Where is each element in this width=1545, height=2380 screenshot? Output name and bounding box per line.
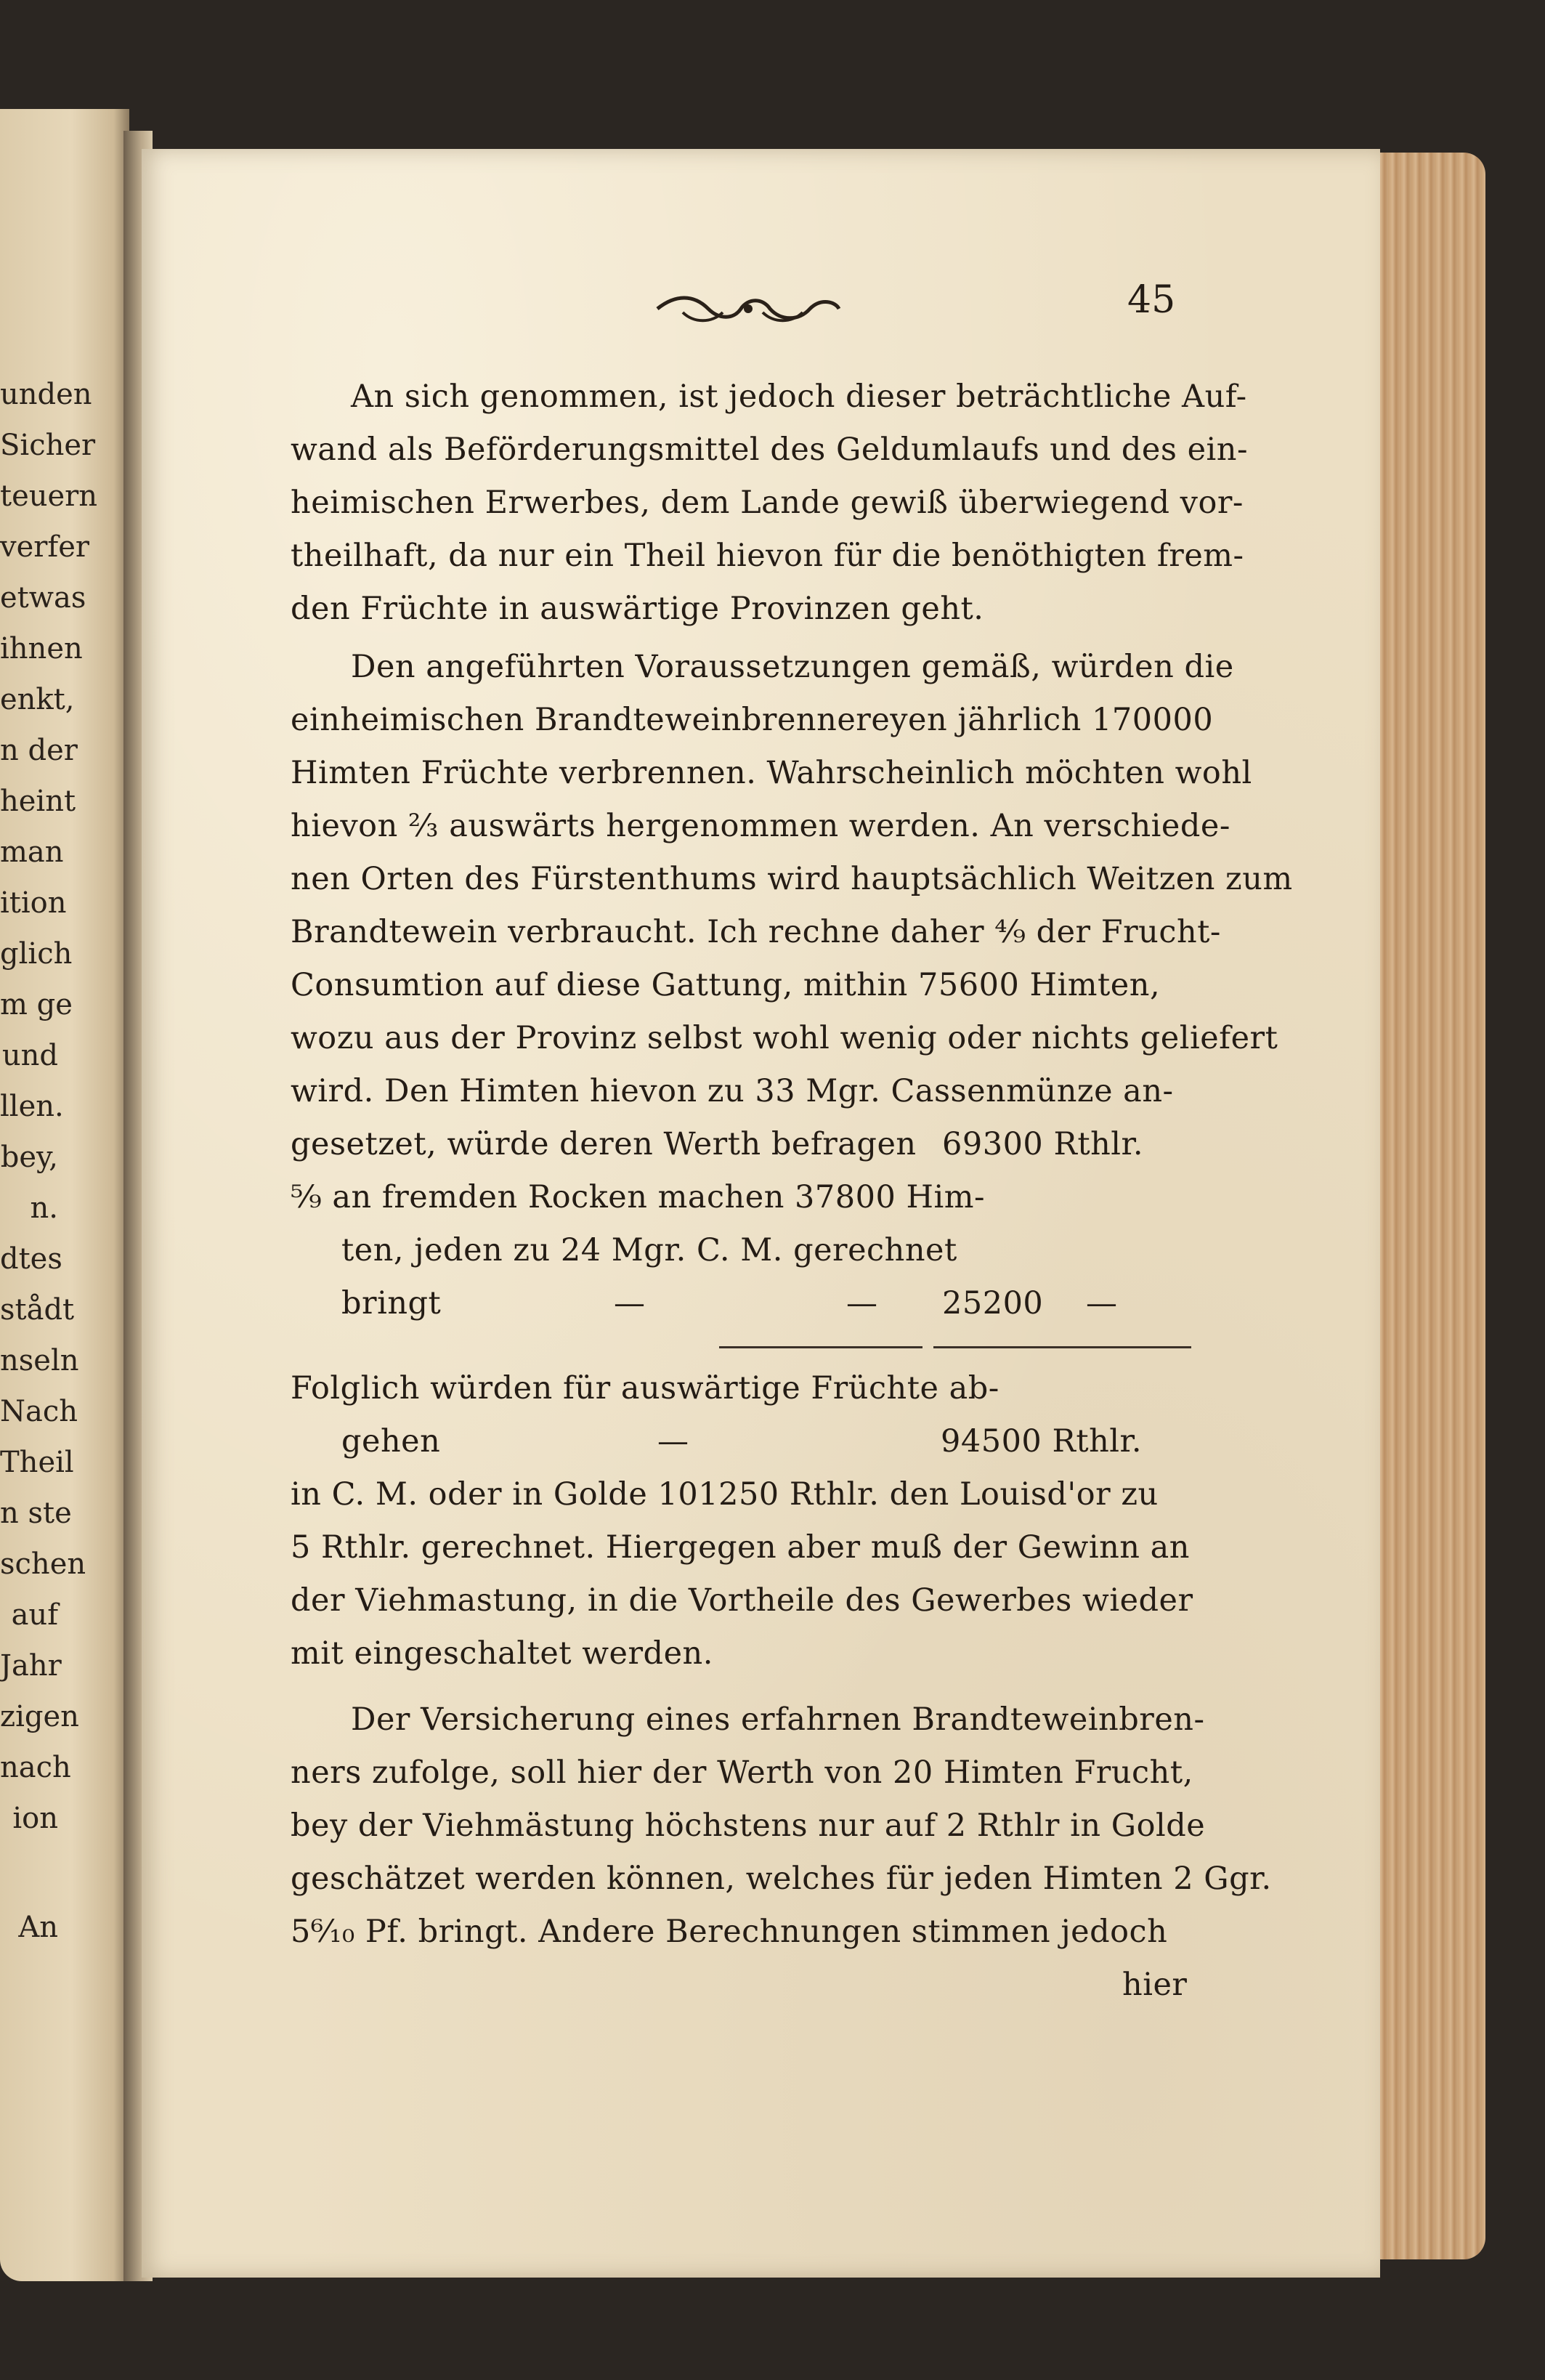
left-text-fragment: llen. — [0, 1090, 64, 1123]
left-text-fragment: Sicher — [0, 429, 96, 462]
amount-total: 94500 Rthlr. — [941, 1423, 1143, 1460]
left-text-fragment: teuern — [0, 479, 98, 513]
text-line: einheimischen Brandteweinbrennereyen jährlich 170000 — [291, 702, 1214, 738]
dash: — — [1086, 1285, 1118, 1321]
left-text-fragment: enkt, — [0, 683, 75, 716]
sum-rule — [719, 1346, 922, 1348]
left-text-fragment: m ge — [0, 988, 73, 1021]
text-line: gesetzet, würde deren Werth befragen — [291, 1126, 917, 1162]
left-text-fragment: man — [0, 835, 64, 869]
text-line: Folglich würden für auswärtige Früchte ab- — [291, 1370, 999, 1406]
left-text-fragment: ihnen — [0, 632, 83, 665]
left-text-fragment: An — [18, 1911, 58, 1944]
text-line: bringt — [341, 1285, 442, 1321]
left-page — [0, 109, 129, 2281]
left-text-fragment: und — [1, 1039, 58, 1072]
text-line: ⁵⁄₉ an fremden Rocken machen 37800 Him- — [291, 1179, 986, 1215]
left-text-fragment: zigen — [0, 1700, 79, 1733]
left-text-fragment: etwas — [0, 581, 86, 615]
left-text-fragment: nach — [0, 1751, 71, 1784]
left-text-fragment: dtes — [0, 1242, 62, 1276]
text-line: geschätzet werden können, welches für jeden Himten 2 Ggr. — [291, 1861, 1272, 1897]
text-line: Brandtewein verbraucht. Ich rechne daher ⁴⁄₉ der Frucht- — [291, 914, 1221, 950]
left-text-fragment: stådt — [0, 1293, 75, 1327]
left-text-fragment: Nach — [0, 1395, 78, 1428]
text-line: ten, jeden zu 24 Mgr. C. M. gerechnet — [341, 1232, 957, 1268]
text-line: in C. M. oder in Golde 101250 Rthlr. den Louisd'or zu — [291, 1476, 1159, 1513]
text-line: den Früchte in auswärtige Provinzen geht. — [291, 591, 984, 627]
ornament-icon — [654, 291, 843, 327]
text-line: wozu aus der Provinz selbst wohl wenig oder nichts geliefert — [291, 1020, 1278, 1056]
text-line: 5⁶⁄₁₀ Pf. bringt. Andere Berechnungen stimmen jedoch — [291, 1914, 1168, 1950]
amount-rye: 25200 — [942, 1285, 1044, 1321]
text-line: gehen — [341, 1423, 441, 1460]
text-line: bey der Viehmästung höchstens nur auf 2 Rthlr in Golde — [291, 1808, 1206, 1844]
text-line: Den angeführten Voraussetzungen gemäß, würden die — [351, 649, 1234, 685]
text-line: An sich genommen, ist jedoch dieser beträchtliche Auf- — [351, 379, 1247, 415]
left-text-fragment: ion — [12, 1802, 58, 1835]
page-number: 45 — [1127, 278, 1176, 322]
text-line: ners zufolge, soll hier der Werth von 20 Himten Frucht, — [291, 1754, 1193, 1791]
text-line: theilhaft, da nur ein Theil hievon für die benöthigten frem- — [291, 538, 1244, 574]
left-text-fragment: ition — [0, 886, 67, 920]
left-text-fragment: heint — [0, 785, 76, 818]
amount-wheat: 69300 Rthlr. — [942, 1126, 1144, 1162]
left-text-fragment: schen — [0, 1547, 86, 1581]
text-line: Der Versicherung eines erfahrnen Brandteweinbren- — [351, 1701, 1205, 1738]
dash: — — [614, 1285, 646, 1321]
left-text-fragment: Theil — [0, 1446, 74, 1479]
left-text-fragment: Jahr — [0, 1649, 62, 1683]
left-text-fragment: glich — [0, 937, 73, 971]
text-line: Himten Früchte verbrennen. Wahrscheinlich möchten wohl — [291, 755, 1252, 791]
left-text-fragment: nseln — [0, 1344, 79, 1377]
catchword: hier — [1122, 1967, 1188, 2003]
text-line: nen Orten des Fürstenthums wird hauptsächlich Weitzen zum — [291, 861, 1293, 897]
left-text-fragment: n ste — [0, 1497, 72, 1530]
text-line: mit eingeschaltet werden. — [291, 1635, 713, 1672]
text-line: 5 Rthlr. gerechnet. Hiergegen aber muß der Gewinn an — [291, 1529, 1190, 1566]
dash: — — [657, 1423, 689, 1460]
text-line: heimischen Erwerbes, dem Lande gewiß überwiegend vor- — [291, 485, 1244, 521]
text-line: wand als Beförderungsmittel des Geldumlaufs und des ein- — [291, 432, 1249, 468]
text-line: wird. Den Himten hievon zu 33 Mgr. Cassenmünze an- — [291, 1073, 1174, 1109]
text-line: der Viehmastung, in die Vortheile des Gewerbes wieder — [291, 1582, 1193, 1619]
left-text-fragment: auf — [11, 1598, 58, 1632]
left-text-fragment: n der — [0, 734, 78, 767]
page-edges — [1376, 153, 1485, 2259]
dash: — — [846, 1285, 878, 1321]
left-text-fragment: bey, — [0, 1141, 58, 1174]
text-line: Consumtion auf diese Gattung, mithin 75600 Himten, — [291, 967, 1161, 1003]
text-line: hievon ⅔ auswärts hergenommen werden. An verschiede- — [291, 808, 1230, 844]
sum-rule — [933, 1346, 1191, 1348]
left-text-fragment: unden — [0, 378, 92, 411]
left-text-fragment: n. — [30, 1191, 58, 1225]
left-text-fragment: verfer — [0, 530, 89, 564]
